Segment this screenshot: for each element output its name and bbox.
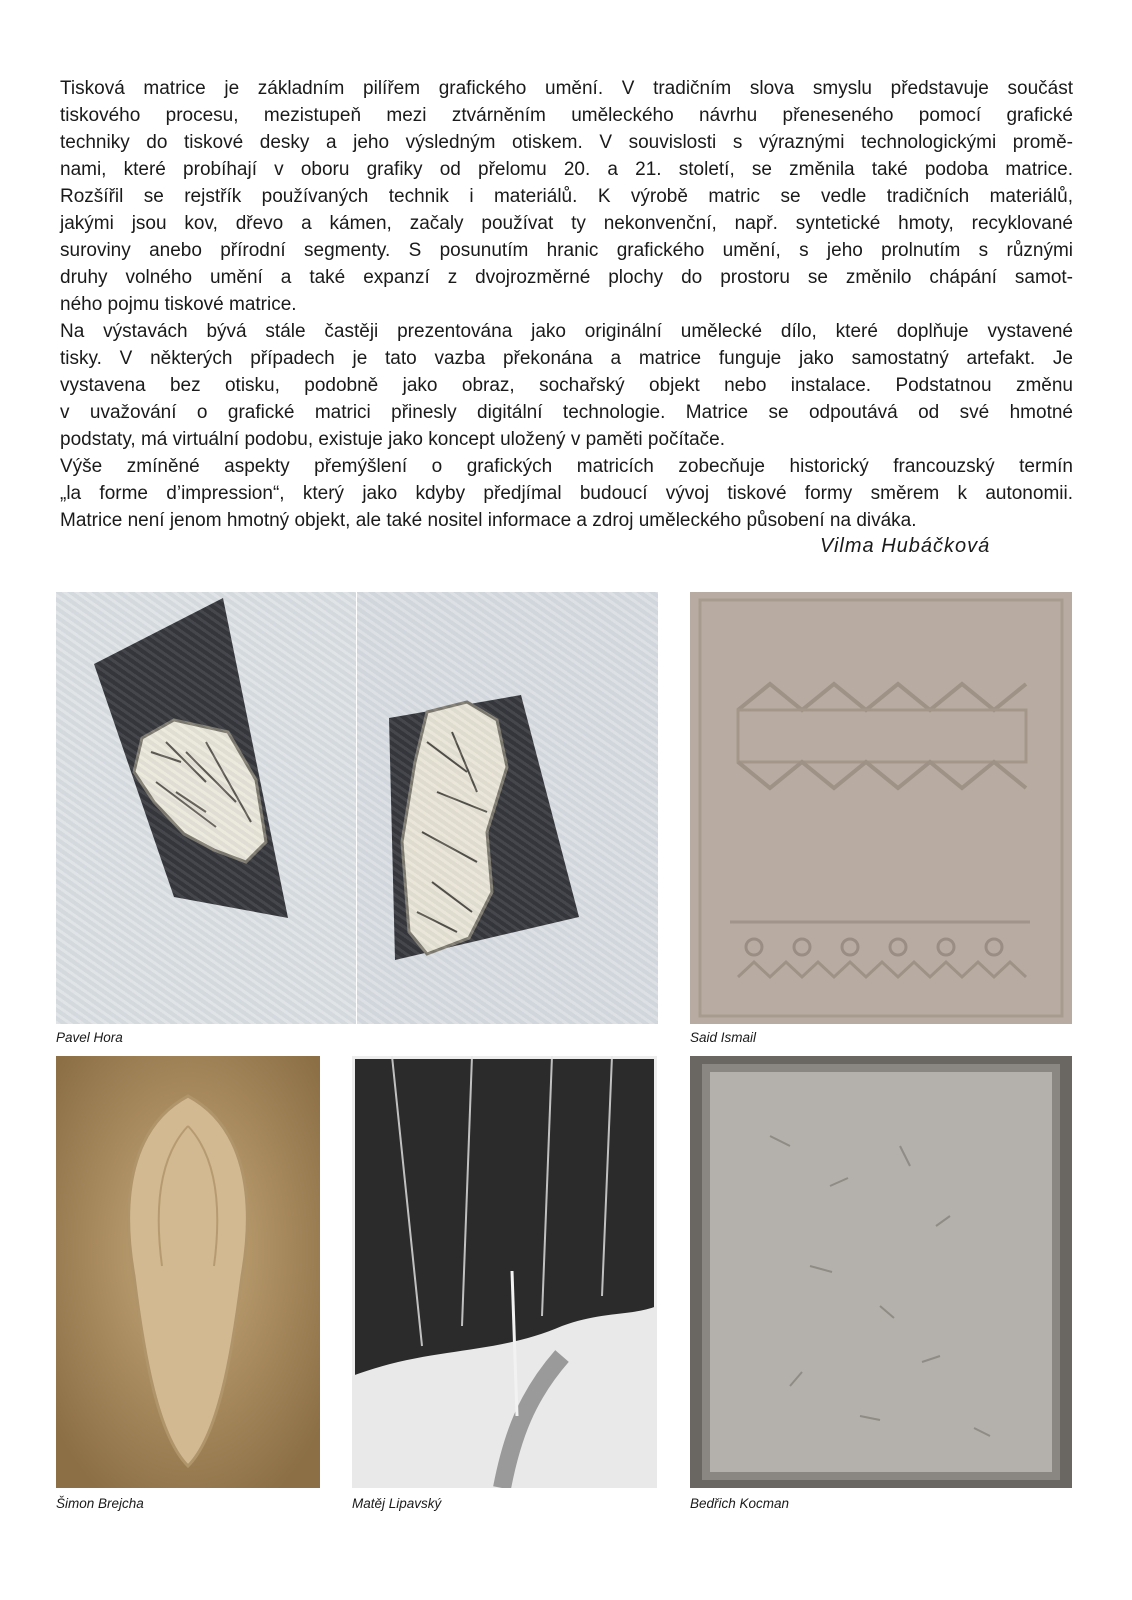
photo-pavel-hora-left <box>56 592 356 1024</box>
matej-lipavsky-forest-print <box>352 1056 657 1488</box>
simon-brejcha-plate <box>56 1056 320 1488</box>
essay-line: tisky. V některých případech je tato vazba překonána a matrice funguje jako samostatný artefakt. Je <box>60 348 1073 369</box>
essay-line: Tisková matrice je základním pilířem grafického umění. V tradičním slova smyslu představuje součást <box>60 78 1073 99</box>
essay-line: tiskového procesu, mezistupeň mezi ztvárněním uměleckého návrhu přeneseného pomocí grafické <box>60 105 1073 126</box>
essay-line: v uvažování o grafické matrici přinesly digitální technologie. Matrice se odpoutává od své hmotné <box>60 402 1073 423</box>
photo-bedrich-kocman <box>690 1056 1072 1488</box>
photo-simon-brejcha <box>56 1056 320 1488</box>
caption-simon-brejcha: Šimon Brejcha <box>56 1496 144 1511</box>
bedrich-kocman-frame <box>690 1056 1072 1488</box>
essay-line: ného pojmu tiskové matrice. <box>60 294 297 315</box>
author-signature: Vilma Hubáčková <box>820 535 991 557</box>
essay-line: vystavena bez otisku, podobně jako obraz, sochařský objekt nebo instalace. Podstatnou změnu <box>60 375 1073 396</box>
essay-line: techniky do tiskové desky a jeho výsledným otiskem. V souvislosti s výraznými technologickými promě- <box>60 132 1073 153</box>
essay-line: jakými jsou kov, dřevo a kámen, začaly používat ty nekonvenční, např. syntetické hmoty, recyklované <box>60 213 1073 234</box>
photo-pavel-hora-right <box>357 592 658 1024</box>
essay-line: suroviny anebo přírodní segmenty. S posunutím hranic grafického umění, s jeho prolnutím s různými <box>60 240 1073 261</box>
essay-line: Výše zmíněné aspekty přemýšlení o grafických matricích zobecňuje historický francouzský termín <box>60 456 1073 477</box>
essay-text <box>60 75 1073 534</box>
essay-line: nami, které probíhají v oboru grafiky od přelomu 20. a 21. století, se změnila také podoba matrice. <box>60 159 1073 180</box>
essay-line: podstaty, má virtuální podobu, existuje jako koncept uložený v paměti počítače. <box>60 429 726 450</box>
caption-pavel-hora: Pavel Hora <box>56 1030 123 1045</box>
essay-line: Rozšířil se rejstřík používaných technik i materiálů. K výrobě matric se vedle tradičních materiálů, <box>60 186 1073 207</box>
caption-said-ismail: Said Ismail <box>690 1030 757 1045</box>
said-ismail-relief <box>690 592 1072 1024</box>
pavel-hora-matrix-2 <box>357 592 658 1024</box>
essay-line: Matrice není jenom hmotný objekt, ale také nositel informace a zdroj uměleckého působení na diváka. <box>60 510 917 531</box>
essay-line: „la forme d’impression“, který jako kdyby předjímal budoucí vývoj tiskové formy směrem k autonomii. <box>60 483 1073 504</box>
caption-matej-lipavsky: Matěj Lipavský <box>352 1496 442 1511</box>
photo-said-ismail <box>690 592 1072 1024</box>
caption-bedrich-kocman: Bedřich Kocman <box>690 1496 790 1511</box>
essay-line: Na výstavách bývá stále častěji prezentována jako originální umělecké dílo, které doplňuje vystavené <box>60 321 1073 342</box>
photo-matej-lipavsky <box>352 1056 657 1488</box>
pavel-hora-matrix-1 <box>56 592 356 1024</box>
essay-line: druhy volného umění a také expanzí z dvojrozměrné plochy do prostoru se změnilo chápání samot- <box>60 267 1073 288</box>
